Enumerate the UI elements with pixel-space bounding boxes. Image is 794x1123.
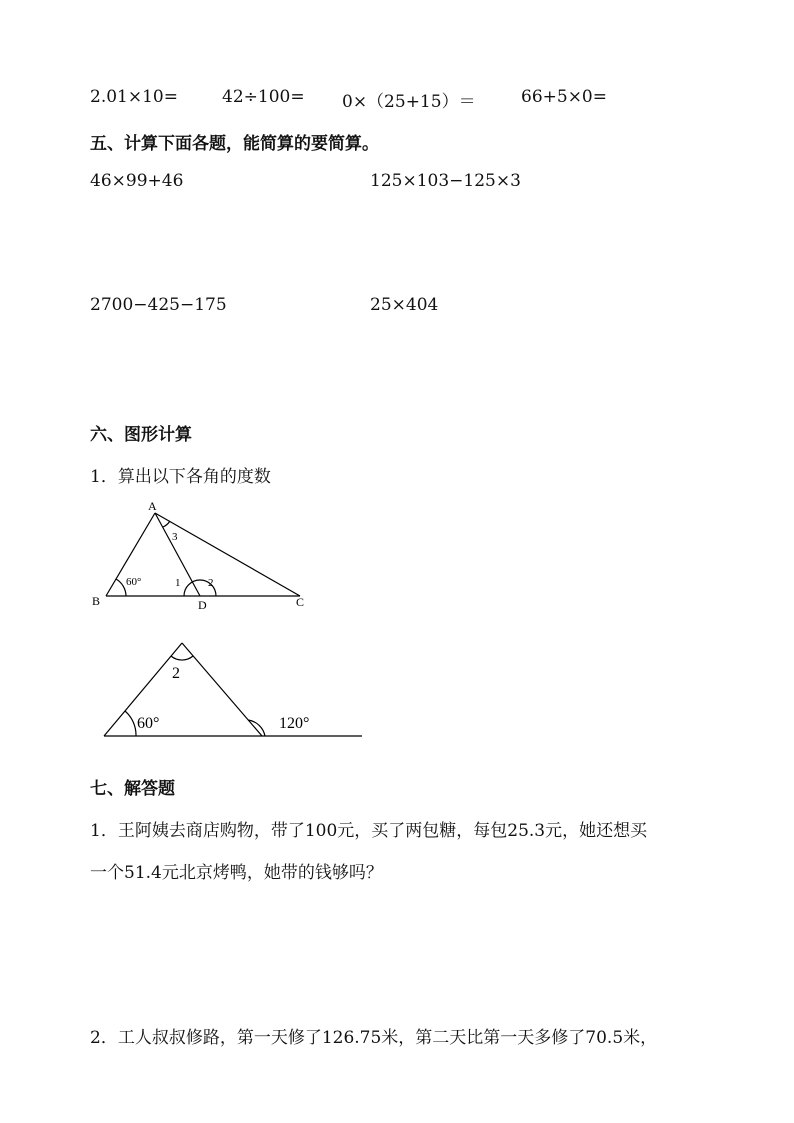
section-5-title: 五、计算下面各题，能简算的要简算。 [90, 134, 379, 154]
angle-b-label: 60° [126, 576, 142, 588]
section-7-q1-line1: 1．王阿姨去商店购物，带了100元，买了两包糖，每包25.3元，她还想买 [90, 821, 648, 841]
angle-3-label: 3 [172, 531, 178, 543]
problem-4: 25×404 [370, 295, 439, 315]
fig2-left-angle: 60° [137, 715, 160, 732]
calc-item-4: 66+5×0= [521, 87, 607, 107]
calc-item-2: 42÷100= [222, 87, 305, 107]
section-6-title: 六、图形计算 [90, 425, 192, 445]
fig2-right-angle: 120° [279, 715, 310, 732]
section-7-q1-line2: 一个51.4元北京烤鸭，她带的钱够吗？ [90, 863, 383, 883]
label-A: A [148, 499, 157, 513]
calc-item-3: 0×（25+15）＝ [342, 92, 476, 112]
problem-1: 46×99+46 [90, 171, 184, 191]
problem-2: 125×103−125×3 [370, 171, 521, 191]
fig2-top-label: 2 [172, 665, 180, 682]
section-6-q1: 1．算出以下各角的度数 [90, 467, 271, 487]
angle-1-label: 1 [175, 577, 181, 589]
angle-2-label: 2 [208, 577, 214, 589]
calc-item-1: 2.01×10= [90, 87, 178, 107]
section-7-title: 七、解答题 [90, 779, 175, 799]
label-B: B [92, 594, 101, 608]
section-7-q2-line1: 2．工人叔叔修路，第一天修了126.75米，第二天比第一天多修了70.5米， [90, 1028, 658, 1048]
problem-3: 2700−425−175 [90, 295, 227, 315]
label-C: C [296, 595, 305, 609]
label-D: D [198, 598, 207, 612]
